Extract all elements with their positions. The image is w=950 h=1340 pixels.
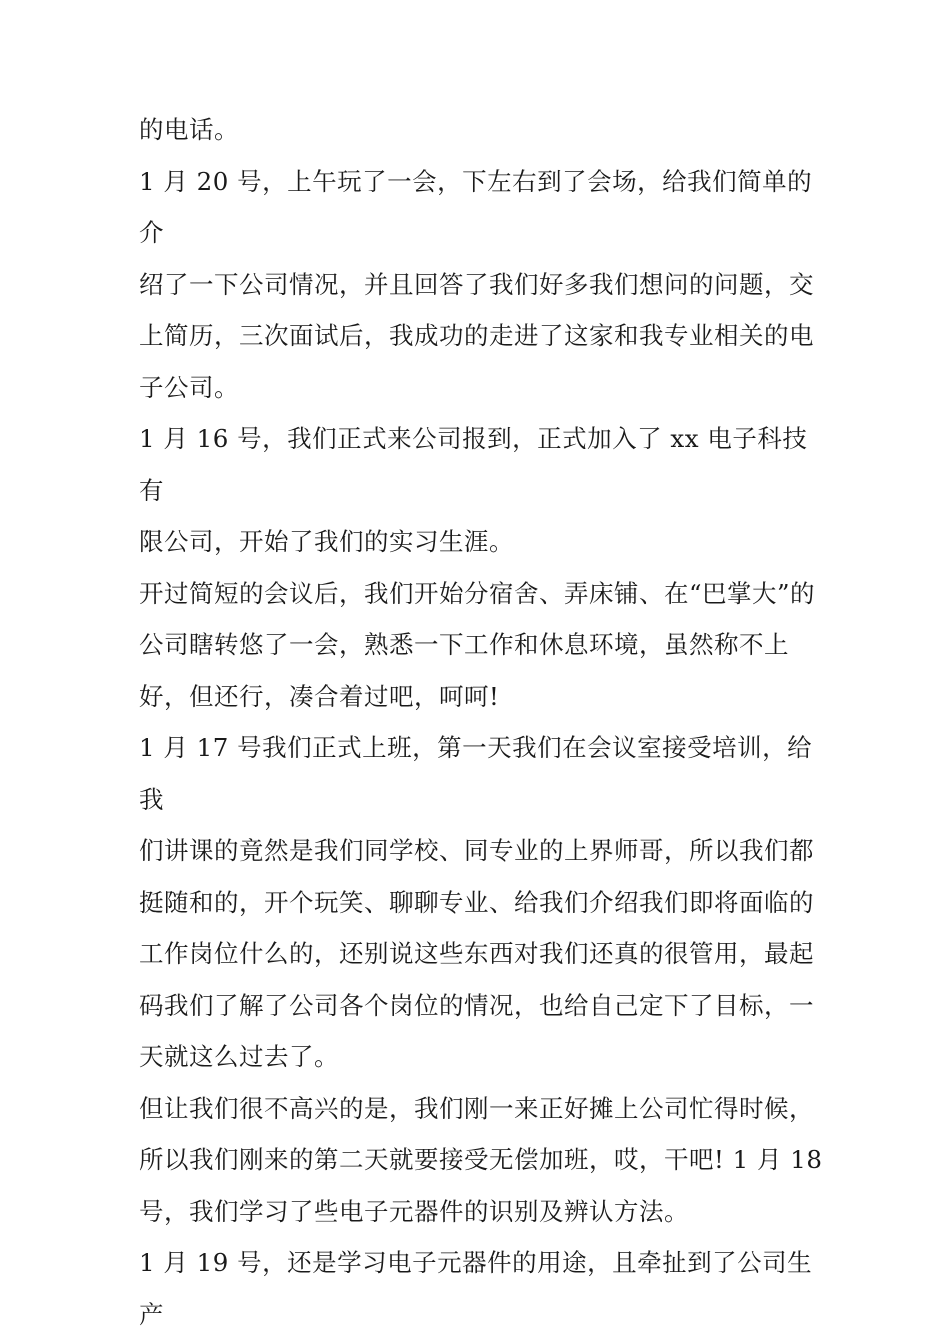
paragraph: 的电话。 [139,115,239,144]
paragraph: 1 月 19 号，还是学习电子元器件的用途，且牵扯到了公司生产 [139,1248,813,1329]
document-body [139,104,829,1340]
paragraph: 1 月 20 号，上午玩了一会，下左右到了会场，给我们简单的介 绍了一下公司情况，并且回答了我们好多我们想问的问题，交 上简历，三次面试后，我成功的走进了这家和我专业相关的电 子公司。 [139,166,814,402]
paragraph: 1 月 16 号，我们正式来公司报到，正式加入了 xx 电子科技有 限公司，开始了我们的实习生涯。 [139,424,808,556]
paragraph: 但让我们很不高兴的是，我们刚一来正好摊上公司忙得时候， 所以我们刚来的第二天就要接受无偿加班，哎，干吧! 1 月 18 号，我们学习了些电子元器件的识别及辨认方法。 [139,1093,823,1226]
paragraph: 开过简短的会议后，我们开始分宿舍、弄床铺、在“巴掌大”的 公司瞎转悠了一会，熟悉一下工作和休息环境，虽然称不上 好，但还行，凑合着过吧，呵呵! [139,578,816,711]
paragraph: 1 月 17 号我们正式上班，第一天我们在会议室接受培训，给我 们讲课的竟然是我们同学校、同专业的上界师哥，所以我们都 挺随和的，开个玩笑、聊聊专业、给我们介绍我们即将面临的 工作岗位什么的，还别说这些东西对我们还真的很管用，最起 码我们了解了公司各个岗位的情况，也给自己定下了目标，一 天就这么过去了。 [139,733,814,1071]
